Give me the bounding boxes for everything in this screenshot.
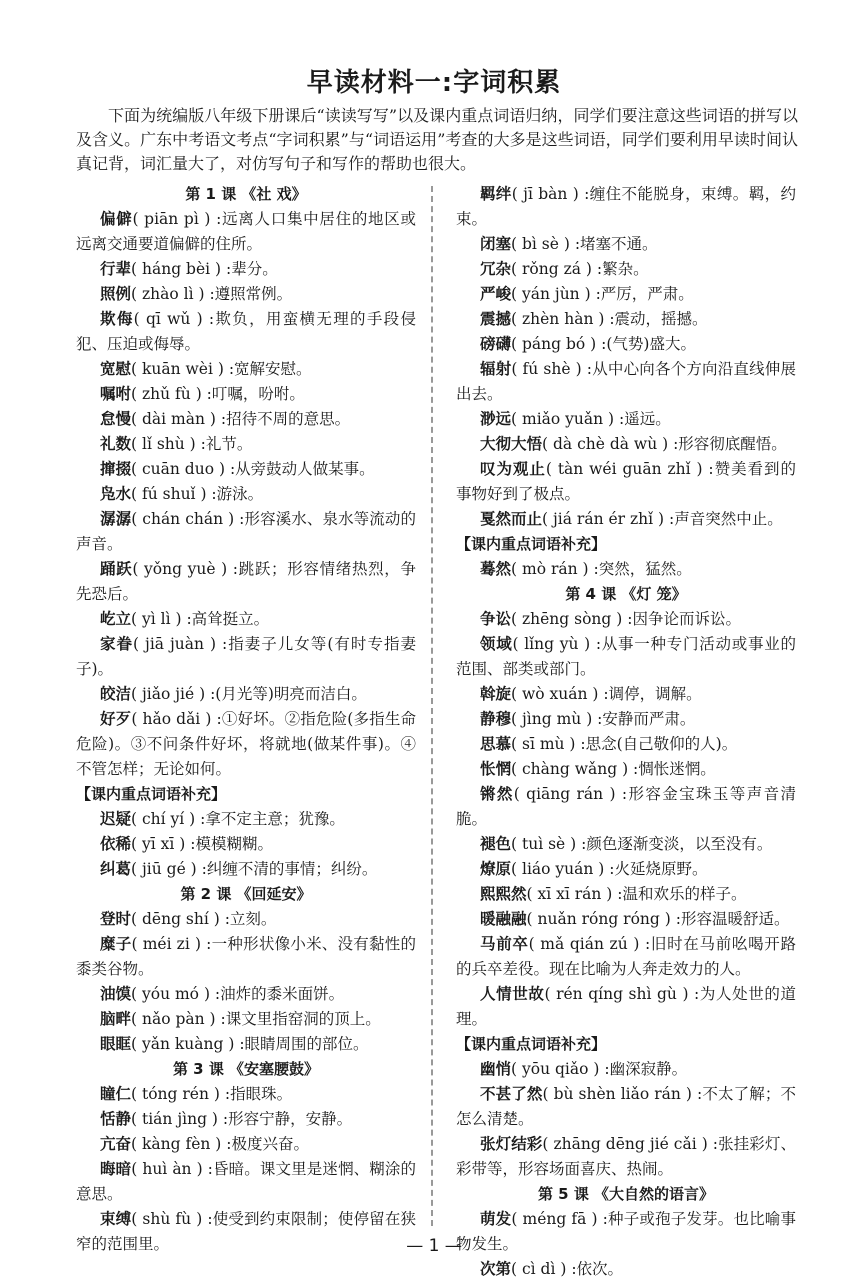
vocab-term: 领域	[480, 635, 513, 653]
vocab-definition: ( lǐ shù ) :礼节。	[131, 435, 253, 453]
vocab-term: 撺掇	[100, 460, 132, 478]
vocab-term: 嘱咐	[100, 385, 132, 403]
vocab-entry	[76, 1082, 416, 1107]
vocab-definition: ( yī xī ) :模模糊糊。	[131, 835, 273, 853]
vocab-entry	[76, 557, 416, 607]
vocab-definition: ( shù fù ) :使受到约束限制；使停留在狭窄的范围里。	[76, 1210, 416, 1253]
vocab-entry	[76, 682, 416, 707]
vocab-entry	[76, 407, 416, 432]
vocab-entry	[456, 357, 796, 407]
vocab-term: 严峻	[480, 285, 512, 303]
vocab-term: 叹为观止	[480, 460, 546, 478]
vocab-definition: ( yán jùn ) :严厉，严肃。	[511, 285, 694, 303]
vocab-entry	[76, 507, 416, 557]
vocab-entry	[76, 257, 416, 282]
vocab-definition: ( jìng mù ) :安静而严肃。	[511, 710, 696, 728]
vocab-definition: ( zhèn hàn ) :震动，摇撼。	[511, 310, 708, 328]
right-column	[456, 182, 796, 1282]
vocab-definition: ( lǐng yù ) :从事一种专门活动或事业的范围、部类或部门。	[456, 635, 796, 678]
vocab-term: 礼数	[100, 435, 132, 453]
vocab-term: 欺侮	[100, 310, 134, 328]
vocab-definition: ( dà chè dà wù ) :形容彻底醒悟。	[542, 435, 787, 453]
vocab-term: 张灯结彩	[480, 1135, 543, 1153]
lesson-heading: 第 5 课 《大自然的语言》	[537, 1185, 715, 1203]
vocab-term: 萌发	[480, 1210, 512, 1228]
vocab-definition: ( páng bó ) :(气势)盛大。	[511, 335, 696, 353]
vocab-entry	[76, 707, 416, 782]
vocab-entry	[76, 982, 416, 1007]
vocab-term: 瞳仁	[100, 1085, 132, 1103]
vocab-term: 偏僻	[100, 210, 133, 228]
lesson-heading: 第 3 课 《安塞腰鼓》	[172, 1060, 320, 1078]
vocab-entry	[456, 457, 796, 507]
vocab-definition: ( wò xuán ) :调停，调解。	[511, 685, 702, 703]
vocab-entry	[456, 257, 796, 282]
vocab-term: 脑畔	[100, 1010, 132, 1028]
vocab-definition: ( zhào lì ) :遵照常例。	[131, 285, 293, 303]
vocab-term: 戛然而止	[480, 510, 543, 528]
supplement-heading: 【课内重点词语补充】	[456, 1035, 607, 1053]
vocab-entry	[456, 757, 796, 782]
vocab-entry	[76, 382, 416, 407]
vocab-definition: ( jiū gé ) :纠缠不清的事情；纠纷。	[131, 860, 378, 878]
vocab-entry	[76, 1007, 416, 1032]
vocab-definition: ( hǎo dǎi ) :①好坏。②指危险(多指生命危险)。③不问条件好坏，将就地(做某件事)。④不管怎样；无论如何。	[76, 710, 416, 778]
vocab-definition: ( bù shèn liǎo rán ) :不太了解；不怎么清楚。	[456, 1085, 796, 1128]
vocab-term: 纠葛	[100, 860, 132, 878]
vocab-entry	[456, 982, 796, 1032]
column-divider	[431, 186, 433, 1226]
vocab-definition: ( chán chán ) :形容溪水、泉水等流动的声音。	[76, 510, 416, 553]
vocab-term: 屹立	[100, 610, 132, 628]
vocab-term: 照例	[100, 285, 132, 303]
vocab-definition: ( rén qíng shì gù ) :为人处世的道理。	[456, 985, 796, 1028]
vocab-entry	[456, 1257, 796, 1282]
vocab-entry	[456, 607, 796, 632]
vocab-definition: ( yōu qiǎo ) :幽深寂静。	[511, 1060, 688, 1078]
vocab-term: 好歹	[100, 710, 132, 728]
vocab-definition: ( dēng shí ) :立刻。	[131, 910, 277, 928]
supplement-heading: 【课内重点词语补充】	[456, 535, 607, 553]
vocab-term: 冗杂	[480, 260, 512, 278]
vocab-term: 次第	[480, 1260, 512, 1278]
vocab-term: 依稀	[100, 835, 132, 853]
vocab-term: 不甚了然	[480, 1085, 543, 1103]
vocab-entry	[456, 732, 796, 757]
vocab-definition: ( chí yí ) :拿不定主意；犹豫。	[131, 810, 345, 828]
vocab-entry	[456, 407, 796, 432]
vocab-term: 思慕	[480, 735, 512, 753]
vocab-term: 潺潺	[100, 510, 132, 528]
vocab-definition: ( háng bèi ) :辈分。	[131, 260, 278, 278]
vocab-term: 幽悄	[480, 1060, 512, 1078]
vocab-term: 恬静	[100, 1110, 132, 1128]
vocab-term: 糜子	[100, 935, 132, 953]
vocab-entry	[456, 1132, 796, 1182]
vocab-term: 斡旋	[480, 685, 512, 703]
vocab-term: 渺远	[480, 410, 512, 428]
vocab-entry	[456, 182, 796, 232]
vocab-term: 怅惘	[480, 760, 512, 778]
vocab-entry	[76, 632, 416, 682]
page-number: — 1 —	[406, 1236, 462, 1256]
vocab-term: 锵然	[480, 785, 514, 803]
vocab-term: 皎洁	[100, 685, 132, 703]
vocab-term: 熙熙然	[480, 885, 527, 903]
vocab-term: 争讼	[480, 610, 512, 628]
vocab-entry	[76, 1132, 416, 1157]
vocab-term: 行辈	[100, 260, 132, 278]
vocab-definition: ( bì sè ) :堵塞不通。	[511, 235, 658, 253]
vocab-definition: ( yì lì ) :高耸挺立。	[131, 610, 270, 628]
intro-paragraph: 下面为统编版八年级下册课后“读读写写”以及课内重点词语归纳，同学们要注意这些词语的拼写以及含义。广东中考语文考点“字词积累”与“词语运用”考查的大多是这些词语，同学们要利用早读时间认真记背，词汇量大了，对仿写句子和写作的帮助也很大。	[76, 106, 798, 173]
vocab-entry	[456, 782, 796, 832]
vocab-entry	[76, 832, 416, 857]
vocab-term: 迟疑	[100, 810, 132, 828]
vocab-definition: ( cuān duo ) :从旁鼓动人做某事。	[131, 460, 375, 478]
vocab-entry	[456, 232, 796, 257]
vocab-term: 静穆	[480, 710, 512, 728]
vocab-definition: ( dài màn ) :招待不周的意思。	[131, 410, 351, 428]
vocab-entry	[76, 807, 416, 832]
vocab-definition: ( fú shuǐ ) :游泳。	[131, 485, 264, 503]
vocab-definition: ( yǎn kuàng ) :眼睛周围的部位。	[131, 1035, 369, 1053]
lesson-heading: 第 4 课 《灯 笼》	[565, 585, 687, 603]
vocab-definition: ( cì dì ) :依次。	[511, 1260, 624, 1278]
vocab-definition: ( jiá rán ér zhǐ ) :声音突然中止。	[542, 510, 783, 528]
vocab-definition: ( liáo yuán ) :火延烧原野。	[511, 860, 708, 878]
vocab-term: 踊跃	[100, 560, 133, 578]
vocab-term: 辐射	[480, 360, 512, 378]
vocab-definition: ( jiā juàn ) :指妻子儿女等(有时专指妻子)。	[76, 635, 416, 678]
vocab-entry	[76, 282, 416, 307]
vocab-definition: ( kàng fèn ) :极度兴奋。	[131, 1135, 309, 1153]
vocab-term: 束缚	[100, 1210, 132, 1228]
vocab-entry	[76, 432, 416, 457]
vocab-definition: ( méng fā ) :种子或孢子发芽。也比喻事物发生。	[456, 1210, 796, 1253]
vocab-definition: ( sī mù ) :思念(自己敬仰的人)。	[511, 735, 738, 753]
vocab-term: 闭塞	[480, 235, 512, 253]
supplement-heading: 【课内重点词语补充】	[76, 785, 227, 803]
vocab-definition: ( qiāng rán ) :形容金宝珠玉等声音清脆。	[456, 785, 796, 828]
vocab-term: 蓦然	[480, 560, 512, 578]
vocab-term: 褪色	[480, 835, 512, 853]
vocab-term: 怠慢	[100, 410, 132, 428]
vocab-entry	[456, 932, 796, 982]
vocab-entry	[76, 607, 416, 632]
vocab-term: 眼眶	[100, 1035, 132, 1053]
vocab-entry	[456, 557, 796, 582]
vocab-term: 家眷	[100, 635, 134, 653]
vocab-definition: ( mò rán ) :突然，猛然。	[511, 560, 692, 578]
vocab-term: 油馍	[100, 985, 132, 1003]
vocab-entry	[456, 882, 796, 907]
vocab-term: 大彻大悟	[480, 435, 543, 453]
vocab-definition: ( nǎo pàn ) :课文里指窑洞的顶上。	[131, 1010, 381, 1028]
vocab-entry	[76, 1032, 416, 1057]
vocab-term: 震撼	[480, 310, 512, 328]
vocab-term: 磅礴	[480, 335, 512, 353]
vocab-entry	[76, 207, 416, 257]
vocab-definition: ( tián jìng ) :形容宁静，安静。	[131, 1110, 353, 1128]
vocab-entry	[456, 282, 796, 307]
vocab-term: 人情世故	[480, 985, 545, 1003]
vocab-definition: ( yóu mó ) :油炸的黍米面饼。	[131, 985, 345, 1003]
vocab-entry	[76, 1157, 416, 1207]
vocab-entry	[456, 332, 796, 357]
vocab-definition: ( nuǎn róng róng ) :形容温暖舒适。	[526, 910, 790, 928]
vocab-term: 凫水	[100, 485, 132, 503]
vocab-definition: ( miǎo yuǎn ) :遥远。	[511, 410, 671, 428]
vocab-term: 羁绊	[480, 185, 512, 203]
vocab-term: 燎原	[480, 860, 512, 878]
lesson-heading: 第 2 课 《回延安》	[180, 885, 312, 903]
vocab-term: 宽慰	[100, 360, 132, 378]
vocab-entry	[76, 932, 416, 982]
vocab-definition: ( zhāng dēng jié cǎi ) :张挂彩灯、彩带等，形容场面喜庆、热闹。	[456, 1135, 796, 1178]
vocab-term: 马前卒	[480, 935, 529, 953]
vocab-definition: ( tóng rén ) :指眼珠。	[131, 1085, 293, 1103]
vocab-entry	[456, 1057, 796, 1082]
vocab-entry	[76, 1107, 416, 1132]
vocab-definition: ( rǒng zá ) :繁杂。	[511, 260, 649, 278]
vocab-definition: ( fú shè ) :从中心向各个方向沿直线伸展出去。	[456, 360, 796, 403]
vocab-definition: ( jiǎo jié ) :(月光等)明亮而洁白。	[131, 685, 367, 703]
lesson-heading: 第 1 课 《社 戏》	[185, 185, 307, 203]
vocab-entry	[456, 682, 796, 707]
vocab-term: 亢奋	[100, 1135, 132, 1153]
vocab-entry	[76, 457, 416, 482]
vocab-term: 登时	[100, 910, 132, 928]
vocab-entry	[76, 482, 416, 507]
vocab-entry	[456, 907, 796, 932]
vocab-definition: ( tuì sè ) :颜色逐渐变淡，以至没有。	[511, 835, 773, 853]
vocab-definition: ( yǒng yuè ) :跳跃；形容情绪热烈，争先恐后。	[76, 560, 416, 603]
vocab-term: 暖融融	[480, 910, 527, 928]
vocab-definition: ( mǎ qián zú ) :旧时在马前吆喝开路的兵卒差役。现在比喻为人奔走效力的人。	[456, 935, 796, 978]
vocab-definition: ( kuān wèi ) :宽解安慰。	[131, 360, 312, 378]
vocab-definition: ( piān pì ) :远离人口集中居住的地区或远离交通要道偏僻的住所。	[76, 210, 416, 253]
vocab-entry	[456, 1082, 796, 1132]
vocab-entry	[456, 857, 796, 882]
page-title: 早读材料一:字词积累	[306, 68, 562, 98]
vocab-entry	[456, 832, 796, 857]
vocab-entry	[456, 507, 796, 532]
vocab-definition: ( zhēng sòng ) :因争论而诉讼。	[511, 610, 741, 628]
vocab-term: 晦暗	[100, 1160, 132, 1178]
vocab-definition: ( jī bàn ) :缠住不能脱身，束缚。羁，约束。	[456, 185, 796, 228]
vocab-entry	[456, 707, 796, 732]
vocab-entry	[456, 432, 796, 457]
vocab-entry	[76, 357, 416, 382]
vocab-definition: ( qī wǔ ) :欺负，用蛮横无理的手段侵犯、压迫或侮辱。	[76, 310, 416, 353]
vocab-entry	[76, 907, 416, 932]
vocab-definition: ( xī xī rán ) :温和欢乐的样子。	[526, 885, 747, 903]
vocab-definition: ( chàng wǎng ) :惆怅迷惘。	[511, 760, 716, 778]
left-column	[76, 182, 416, 1257]
vocab-entry	[76, 857, 416, 882]
vocab-entry	[456, 632, 796, 682]
vocab-definition: ( méi zi ) :一种形状像小米、没有黏性的黍类谷物。	[76, 935, 416, 978]
vocab-definition: ( huì àn ) :昏暗。课文里是迷惘、糊涂的意思。	[76, 1160, 416, 1203]
vocab-definition: ( tàn wéi guān zhǐ ) :赞美看到的事物好到了极点。	[456, 460, 796, 503]
vocab-entry	[76, 307, 416, 357]
vocab-definition: ( zhǔ fù ) :叮嘱，吩咐。	[131, 385, 305, 403]
vocab-entry	[456, 307, 796, 332]
